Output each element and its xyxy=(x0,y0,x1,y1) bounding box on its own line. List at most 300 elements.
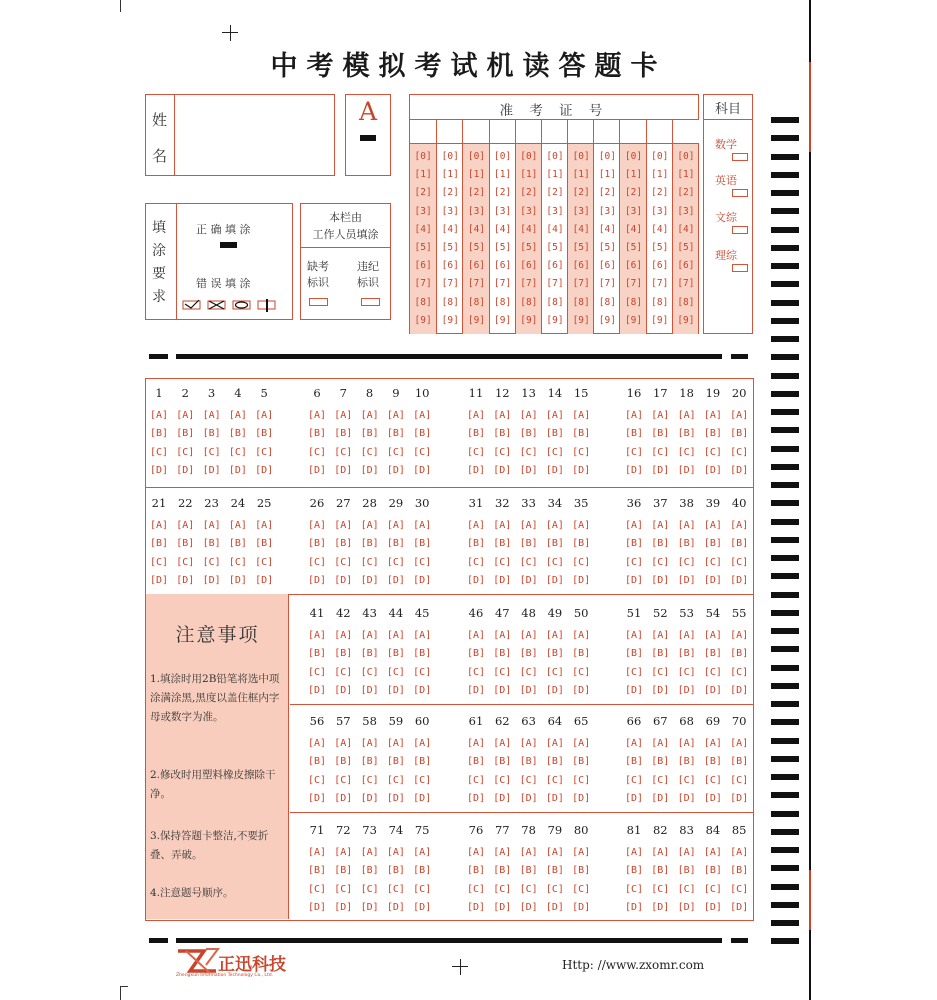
answer-bubble[interactable]: [D] xyxy=(149,575,169,586)
answer-bubble[interactable]: [D] xyxy=(572,575,591,586)
answer-bubble[interactable]: [A] xyxy=(413,738,432,749)
answer-bubble[interactable]: [C] xyxy=(413,884,432,895)
answer-bubble[interactable]: [A] xyxy=(466,847,486,858)
answer-bubble[interactable]: [A] xyxy=(677,847,696,858)
answer-bubble[interactable]: [C] xyxy=(149,557,169,568)
answer-bubble[interactable]: [D] xyxy=(255,465,274,476)
answer-bubble[interactable]: [B] xyxy=(307,865,327,876)
answer-bubble[interactable]: [A] xyxy=(466,520,486,531)
subject-english[interactable]: 英语 xyxy=(715,174,737,187)
exam-id-bubble[interactable]: [8] xyxy=(546,296,564,308)
answer-bubble[interactable]: [C] xyxy=(572,775,591,786)
answer-bubble[interactable]: [D] xyxy=(651,465,670,476)
answer-bubble[interactable]: [C] xyxy=(651,775,670,786)
exam-id-bubble[interactable]: [9] xyxy=(494,314,512,326)
exam-id-bubble[interactable]: [7] xyxy=(520,278,538,290)
answer-bubble[interactable]: [C] xyxy=(493,775,512,786)
answer-bubble[interactable]: [A] xyxy=(703,847,722,858)
exam-id-bubble[interactable]: [9] xyxy=(546,314,564,326)
answer-bubble[interactable]: [B] xyxy=(360,538,379,549)
subject-science[interactable]: 理综 xyxy=(715,249,737,262)
answer-bubble[interactable]: [D] xyxy=(307,793,327,804)
exam-id-bubble[interactable]: [4] xyxy=(494,223,512,235)
answer-bubble[interactable]: [C] xyxy=(703,667,722,678)
answer-bubble[interactable]: [C] xyxy=(466,667,486,678)
answer-bubble[interactable]: [B] xyxy=(334,756,353,767)
answer-bubble[interactable]: [D] xyxy=(651,685,670,696)
answer-bubble[interactable]: [D] xyxy=(545,575,564,586)
answer-bubble[interactable]: [B] xyxy=(519,865,538,876)
answer-bubble[interactable]: [D] xyxy=(202,575,221,586)
answer-bubble[interactable]: [B] xyxy=(307,428,327,439)
exam-id-bubble[interactable]: [1] xyxy=(520,169,538,181)
exam-id-bubble[interactable]: [6] xyxy=(572,260,590,272)
answer-bubble[interactable]: [C] xyxy=(624,557,644,568)
answer-bubble[interactable]: [A] xyxy=(730,847,749,858)
answer-bubble[interactable]: [B] xyxy=(307,648,327,659)
exam-id-bubble[interactable]: [6] xyxy=(441,260,459,272)
answer-bubble[interactable]: [D] xyxy=(624,575,644,586)
exam-id-bubble[interactable]: [2] xyxy=(441,187,459,199)
absent-bubble[interactable] xyxy=(309,298,328,306)
answer-bubble[interactable]: [A] xyxy=(651,738,670,749)
exam-id-bubble[interactable]: [6] xyxy=(598,260,616,272)
answer-bubble[interactable]: [D] xyxy=(624,902,644,913)
answer-bubble[interactable]: [A] xyxy=(545,847,564,858)
answer-bubble[interactable]: [D] xyxy=(624,685,644,696)
answer-bubble[interactable]: [A] xyxy=(677,520,696,531)
answer-bubble[interactable]: [D] xyxy=(519,465,538,476)
exam-id-bubble[interactable]: [7] xyxy=(441,278,459,290)
exam-id-write-cell[interactable] xyxy=(568,120,594,144)
exam-id-bubble[interactable]: [0] xyxy=(520,151,538,162)
exam-id-write-cell[interactable] xyxy=(490,120,516,144)
answer-bubble[interactable]: [B] xyxy=(519,648,538,659)
answer-bubble[interactable]: [A] xyxy=(519,738,538,749)
answer-bubble[interactable]: [D] xyxy=(519,685,538,696)
exam-id-bubble[interactable]: [5] xyxy=(494,242,512,253)
answer-bubble[interactable]: [A] xyxy=(413,410,432,421)
answer-bubble[interactable]: [D] xyxy=(413,465,432,476)
answer-bubble[interactable]: [A] xyxy=(651,520,670,531)
footer-url[interactable]: Http: //www.zxomr.com xyxy=(562,958,705,972)
answer-bubble[interactable]: [C] xyxy=(677,775,696,786)
exam-id-bubble[interactable]: [7] xyxy=(624,278,643,290)
answer-bubble[interactable]: [C] xyxy=(307,667,327,678)
answer-bubble[interactable]: [A] xyxy=(624,847,644,858)
answer-bubble[interactable]: [C] xyxy=(360,447,379,458)
answer-bubble[interactable]: [B] xyxy=(334,428,353,439)
exam-id-bubble[interactable]: [1] xyxy=(494,169,512,181)
answer-bubble[interactable]: [D] xyxy=(334,685,353,696)
answer-bubble[interactable]: [C] xyxy=(624,447,644,458)
answer-bubble[interactable]: [B] xyxy=(176,538,195,549)
answer-bubble[interactable]: [B] xyxy=(493,428,512,439)
answer-bubble[interactable]: [A] xyxy=(334,738,353,749)
answer-bubble[interactable]: [C] xyxy=(413,557,432,568)
exam-id-bubble[interactable]: [4] xyxy=(441,223,459,235)
answer-bubble[interactable]: [B] xyxy=(466,756,486,767)
answer-bubble[interactable]: [A] xyxy=(386,847,405,858)
answer-bubble[interactable]: [D] xyxy=(677,685,696,696)
answer-bubble[interactable]: [A] xyxy=(386,630,405,641)
answer-bubble[interactable]: [A] xyxy=(572,410,591,421)
exam-id-bubble[interactable]: [1] xyxy=(651,169,669,181)
answer-bubble[interactable]: [C] xyxy=(545,447,564,458)
exam-id-bubble[interactable]: [2] xyxy=(467,187,486,199)
answer-bubble[interactable]: [C] xyxy=(651,667,670,678)
answer-bubble[interactable]: [A] xyxy=(545,630,564,641)
exam-id-bubble[interactable]: [8] xyxy=(414,296,432,308)
answer-bubble[interactable]: [A] xyxy=(572,847,591,858)
answer-bubble[interactable]: [C] xyxy=(386,884,405,895)
exam-id-bubble[interactable]: [6] xyxy=(677,260,695,272)
exam-id-bubble[interactable]: [1] xyxy=(467,169,486,181)
answer-bubble[interactable]: [C] xyxy=(730,775,749,786)
answer-bubble[interactable]: [C] xyxy=(466,884,486,895)
answer-bubble[interactable]: [C] xyxy=(677,667,696,678)
answer-bubble[interactable]: [D] xyxy=(651,902,670,913)
answer-bubble[interactable]: [A] xyxy=(730,738,749,749)
exam-id-bubble[interactable]: [7] xyxy=(651,278,669,290)
answer-bubble[interactable]: [C] xyxy=(572,667,591,678)
exam-id-bubble[interactable]: [0] xyxy=(546,151,564,162)
answer-bubble[interactable]: [C] xyxy=(360,775,379,786)
answer-bubble[interactable]: [C] xyxy=(624,775,644,786)
answer-bubble[interactable]: [A] xyxy=(651,410,670,421)
answer-bubble[interactable]: [D] xyxy=(572,685,591,696)
exam-id-bubble[interactable]: [2] xyxy=(546,187,564,199)
answer-bubble[interactable]: [A] xyxy=(360,738,379,749)
answer-bubble[interactable]: [B] xyxy=(493,538,512,549)
answer-bubble[interactable]: [D] xyxy=(493,685,512,696)
exam-id-bubble[interactable]: [4] xyxy=(598,223,616,235)
exam-id-bubble[interactable]: [9] xyxy=(572,314,590,326)
answer-bubble[interactable]: [A] xyxy=(703,520,722,531)
answer-bubble[interactable]: [A] xyxy=(493,630,512,641)
exam-id-bubble[interactable]: [2] xyxy=(494,187,512,199)
answer-bubble[interactable]: [B] xyxy=(466,865,486,876)
answer-bubble[interactable]: [C] xyxy=(149,447,169,458)
answer-bubble[interactable]: [C] xyxy=(572,447,591,458)
answer-bubble[interactable]: [B] xyxy=(228,428,247,439)
subject-math[interactable]: 数学 xyxy=(715,138,737,151)
answer-bubble[interactable]: [C] xyxy=(730,667,749,678)
answer-bubble[interactable]: [A] xyxy=(493,520,512,531)
exam-id-bubble[interactable]: [2] xyxy=(651,187,669,199)
answer-bubble[interactable]: [A] xyxy=(677,738,696,749)
answer-bubble[interactable]: [A] xyxy=(202,410,221,421)
answer-bubble[interactable]: [C] xyxy=(651,447,670,458)
answer-bubble[interactable]: [D] xyxy=(493,793,512,804)
answer-bubble[interactable]: [A] xyxy=(519,630,538,641)
exam-id-bubble[interactable]: [4] xyxy=(414,223,432,235)
answer-bubble[interactable]: [A] xyxy=(545,410,564,421)
answer-bubble[interactable]: [D] xyxy=(677,465,696,476)
answer-bubble[interactable]: [A] xyxy=(149,520,169,531)
exam-id-bubble[interactable]: [0] xyxy=(598,151,616,162)
answer-bubble[interactable]: [B] xyxy=(228,538,247,549)
answer-bubble[interactable]: [C] xyxy=(493,884,512,895)
answer-bubble[interactable]: [B] xyxy=(545,865,564,876)
answer-bubble[interactable]: [D] xyxy=(386,902,405,913)
exam-id-bubble[interactable]: [0] xyxy=(651,151,669,162)
answer-bubble[interactable]: [B] xyxy=(730,538,749,549)
answer-bubble[interactable]: [C] xyxy=(730,557,749,568)
answer-bubble[interactable]: [C] xyxy=(386,447,405,458)
exam-id-bubble[interactable]: [5] xyxy=(414,242,432,253)
answer-bubble[interactable]: [D] xyxy=(307,465,327,476)
exam-id-bubble[interactable]: [5] xyxy=(624,242,643,253)
answer-bubble[interactable]: [C] xyxy=(334,667,353,678)
answer-bubble[interactable]: [D] xyxy=(176,575,195,586)
answer-bubble[interactable]: [D] xyxy=(466,685,486,696)
answer-bubble[interactable]: [C] xyxy=(730,884,749,895)
answer-bubble[interactable]: [B] xyxy=(624,648,644,659)
answer-bubble[interactable]: [A] xyxy=(228,520,247,531)
answer-bubble[interactable]: [A] xyxy=(255,410,274,421)
exam-id-bubble[interactable]: [1] xyxy=(441,169,459,181)
exam-id-bubble[interactable]: [8] xyxy=(651,296,669,308)
answer-bubble[interactable]: [B] xyxy=(202,538,221,549)
answer-bubble[interactable]: [D] xyxy=(493,575,512,586)
answer-bubble[interactable]: [A] xyxy=(466,630,486,641)
answer-bubble[interactable]: [A] xyxy=(572,738,591,749)
answer-bubble[interactable]: [D] xyxy=(413,685,432,696)
answer-bubble[interactable]: [B] xyxy=(651,865,670,876)
answer-bubble[interactable]: [A] xyxy=(228,410,247,421)
answer-bubble[interactable]: [B] xyxy=(519,428,538,439)
answer-bubble[interactable]: [C] xyxy=(360,557,379,568)
answer-bubble[interactable]: [A] xyxy=(730,520,749,531)
exam-id-bubble[interactable]: [2] xyxy=(624,187,643,199)
answer-bubble[interactable]: [D] xyxy=(255,575,274,586)
exam-id-bubble[interactable]: [6] xyxy=(467,260,486,272)
exam-id-bubble[interactable]: [9] xyxy=(414,314,432,326)
answer-bubble[interactable]: [B] xyxy=(386,865,405,876)
answer-bubble[interactable]: [B] xyxy=(703,865,722,876)
exam-id-write-cell[interactable] xyxy=(410,120,436,144)
answer-bubble[interactable]: [A] xyxy=(360,847,379,858)
answer-bubble[interactable]: [D] xyxy=(413,575,432,586)
answer-bubble[interactable]: [A] xyxy=(176,410,195,421)
answer-bubble[interactable]: [B] xyxy=(413,648,432,659)
exam-id-bubble[interactable]: [0] xyxy=(467,151,486,162)
exam-id-bubble[interactable]: [8] xyxy=(494,296,512,308)
answer-bubble[interactable]: [A] xyxy=(703,630,722,641)
exam-id-bubble[interactable]: [2] xyxy=(414,187,432,199)
answer-bubble[interactable]: [A] xyxy=(386,738,405,749)
exam-id-bubble[interactable]: [4] xyxy=(624,223,643,235)
exam-id-bubble[interactable]: [7] xyxy=(598,278,616,290)
answer-bubble[interactable]: [A] xyxy=(202,520,221,531)
answer-bubble[interactable]: [B] xyxy=(703,648,722,659)
answer-bubble[interactable]: [D] xyxy=(307,575,327,586)
answer-bubble[interactable]: [B] xyxy=(572,756,591,767)
answer-bubble[interactable]: [D] xyxy=(624,465,644,476)
answer-bubble[interactable]: [C] xyxy=(730,447,749,458)
answer-bubble[interactable]: [D] xyxy=(360,575,379,586)
answer-bubble[interactable]: [B] xyxy=(651,538,670,549)
exam-id-write-cell[interactable] xyxy=(647,120,673,144)
answer-bubble[interactable]: [D] xyxy=(466,902,486,913)
exam-id-bubble[interactable]: [6] xyxy=(494,260,512,272)
subject-math-bubble[interactable] xyxy=(732,153,748,161)
answer-bubble[interactable]: [A] xyxy=(545,738,564,749)
answer-bubble[interactable]: [C] xyxy=(202,557,221,568)
answer-bubble[interactable]: [A] xyxy=(730,410,749,421)
answer-bubble[interactable]: [B] xyxy=(572,538,591,549)
answer-bubble[interactable]: [B] xyxy=(149,538,169,549)
answer-bubble[interactable]: [B] xyxy=(519,756,538,767)
answer-bubble[interactable]: [C] xyxy=(519,557,538,568)
answer-bubble[interactable]: [B] xyxy=(730,428,749,439)
answer-bubble[interactable]: [A] xyxy=(176,520,195,531)
exam-id-bubble[interactable]: [7] xyxy=(494,278,512,290)
exam-id-bubble[interactable]: [8] xyxy=(467,296,486,308)
answer-bubble[interactable]: [B] xyxy=(519,538,538,549)
answer-bubble[interactable]: [C] xyxy=(545,667,564,678)
answer-bubble[interactable]: [D] xyxy=(519,902,538,913)
answer-bubble[interactable]: [D] xyxy=(545,793,564,804)
answer-bubble[interactable]: [B] xyxy=(730,865,749,876)
answer-bubble[interactable]: [B] xyxy=(466,538,486,549)
answer-bubble[interactable]: [D] xyxy=(334,465,353,476)
exam-id-write-cell[interactable] xyxy=(542,120,568,144)
answer-bubble[interactable]: [C] xyxy=(703,775,722,786)
exam-id-bubble[interactable]: [4] xyxy=(467,223,486,235)
exam-id-bubble[interactable]: [1] xyxy=(572,169,590,181)
answer-bubble[interactable]: [A] xyxy=(624,520,644,531)
answer-bubble[interactable]: [D] xyxy=(730,793,749,804)
answer-bubble[interactable]: [A] xyxy=(386,520,405,531)
answer-bubble[interactable]: [B] xyxy=(677,538,696,549)
answer-bubble[interactable]: [C] xyxy=(651,557,670,568)
answer-bubble[interactable]: [D] xyxy=(228,575,247,586)
answer-bubble[interactable]: [B] xyxy=(386,538,405,549)
exam-id-bubble[interactable]: [5] xyxy=(441,242,459,253)
answer-bubble[interactable]: [D] xyxy=(386,685,405,696)
answer-bubble[interactable]: [C] xyxy=(466,557,486,568)
answer-bubble[interactable]: [D] xyxy=(519,575,538,586)
exam-id-write-cell[interactable] xyxy=(516,120,542,144)
answer-bubble[interactable]: [A] xyxy=(730,630,749,641)
answer-bubble[interactable]: [C] xyxy=(307,557,327,568)
answer-bubble[interactable]: [B] xyxy=(545,756,564,767)
answer-bubble[interactable]: [B] xyxy=(255,538,274,549)
answer-bubble[interactable]: [B] xyxy=(677,648,696,659)
answer-bubble[interactable]: [C] xyxy=(519,667,538,678)
answer-bubble[interactable]: [D] xyxy=(360,685,379,696)
answer-bubble[interactable]: [A] xyxy=(651,630,670,641)
exam-id-bubble[interactable]: [5] xyxy=(598,242,616,253)
answer-bubble[interactable]: [D] xyxy=(413,902,432,913)
answer-bubble[interactable]: [C] xyxy=(545,775,564,786)
exam-id-bubble[interactable]: [9] xyxy=(598,314,616,326)
answer-bubble[interactable]: [A] xyxy=(677,630,696,641)
answer-bubble[interactable]: [B] xyxy=(413,538,432,549)
answer-bubble[interactable]: [D] xyxy=(360,793,379,804)
exam-id-bubble[interactable]: [0] xyxy=(441,151,459,162)
answer-bubble[interactable]: [D] xyxy=(730,685,749,696)
exam-id-bubble[interactable]: [2] xyxy=(598,187,616,199)
answer-bubble[interactable]: [C] xyxy=(307,884,327,895)
exam-id-bubble[interactable]: [3] xyxy=(414,205,432,217)
answer-bubble[interactable]: [D] xyxy=(466,465,486,476)
exam-id-bubble[interactable]: [6] xyxy=(546,260,564,272)
answer-bubble[interactable]: [A] xyxy=(360,630,379,641)
exam-id-bubble[interactable]: [0] xyxy=(677,151,695,162)
answer-bubble[interactable]: [A] xyxy=(624,410,644,421)
exam-id-bubble[interactable]: [3] xyxy=(494,205,512,217)
answer-bubble[interactable]: [C] xyxy=(572,884,591,895)
exam-id-bubble[interactable]: [1] xyxy=(546,169,564,181)
answer-bubble[interactable]: [C] xyxy=(228,557,247,568)
answer-bubble[interactable]: [C] xyxy=(677,447,696,458)
answer-bubble[interactable]: [B] xyxy=(307,538,327,549)
answer-bubble[interactable]: [C] xyxy=(413,775,432,786)
answer-bubble[interactable]: [A] xyxy=(545,520,564,531)
answer-bubble[interactable]: [C] xyxy=(519,884,538,895)
answer-bubble[interactable]: [C] xyxy=(176,557,195,568)
exam-id-bubble[interactable]: [8] xyxy=(520,296,538,308)
exam-id-bubble[interactable]: [9] xyxy=(441,314,459,326)
answer-bubble[interactable]: [A] xyxy=(307,738,327,749)
exam-id-bubble[interactable]: [8] xyxy=(624,296,643,308)
answer-bubble[interactable]: [B] xyxy=(334,865,353,876)
answer-bubble[interactable]: [B] xyxy=(572,865,591,876)
answer-bubble[interactable]: [B] xyxy=(360,756,379,767)
answer-bubble[interactable]: [A] xyxy=(334,630,353,641)
answer-bubble[interactable]: [C] xyxy=(334,775,353,786)
answer-bubble[interactable]: [D] xyxy=(386,465,405,476)
subject-liberal-arts[interactable]: 文综 xyxy=(715,211,737,224)
answer-bubble[interactable]: [D] xyxy=(677,902,696,913)
answer-bubble[interactable]: [D] xyxy=(730,575,749,586)
exam-id-bubble[interactable]: [8] xyxy=(441,296,459,308)
answer-bubble[interactable]: [C] xyxy=(466,775,486,786)
answer-bubble[interactable]: [D] xyxy=(466,575,486,586)
answer-bubble[interactable]: [B] xyxy=(624,865,644,876)
subject-liberal-arts-bubble[interactable] xyxy=(732,226,748,234)
answer-bubble[interactable]: [A] xyxy=(651,847,670,858)
exam-id-bubble[interactable]: [9] xyxy=(677,314,695,326)
exam-id-bubble[interactable]: [5] xyxy=(467,242,486,253)
answer-bubble[interactable]: [D] xyxy=(730,465,749,476)
exam-id-bubble[interactable]: [2] xyxy=(572,187,590,199)
exam-id-write-cell[interactable] xyxy=(463,120,489,144)
answer-bubble[interactable]: [B] xyxy=(651,428,670,439)
answer-bubble[interactable]: [B] xyxy=(334,538,353,549)
answer-bubble[interactable]: [B] xyxy=(677,428,696,439)
answer-bubble[interactable]: [C] xyxy=(228,447,247,458)
answer-bubble[interactable]: [B] xyxy=(703,756,722,767)
answer-bubble[interactable]: [C] xyxy=(334,557,353,568)
exam-id-bubble[interactable]: [4] xyxy=(520,223,538,235)
exam-id-bubble[interactable]: [3] xyxy=(520,205,538,217)
exam-id-bubble[interactable]: [3] xyxy=(467,205,486,217)
exam-id-bubble[interactable]: [0] xyxy=(572,151,590,162)
exam-id-write-cell[interactable] xyxy=(620,120,646,144)
exam-id-bubble[interactable]: [9] xyxy=(467,314,486,326)
answer-bubble[interactable]: [C] xyxy=(413,447,432,458)
answer-bubble[interactable]: [B] xyxy=(466,428,486,439)
exam-id-bubble[interactable]: [6] xyxy=(651,260,669,272)
answer-bubble[interactable]: [C] xyxy=(519,447,538,458)
answer-bubble[interactable]: [D] xyxy=(651,793,670,804)
answer-bubble[interactable]: [C] xyxy=(493,557,512,568)
answer-bubble[interactable]: [A] xyxy=(413,630,432,641)
